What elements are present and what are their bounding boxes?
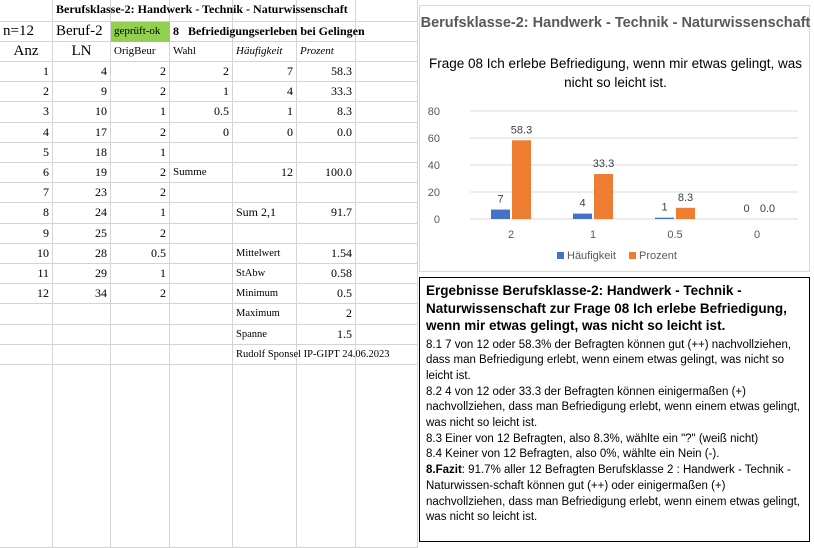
row-anz[interactable]: 1 xyxy=(43,64,49,78)
sum21-label[interactable]: Sum 2,1 xyxy=(236,205,277,220)
stat-label[interactable]: Mittelwert xyxy=(236,247,281,259)
chart-title: Berufsklasse-2: Handwerk - Technik - Naturwissenschaft xyxy=(420,15,811,31)
row-origbeur[interactable]: 2 xyxy=(160,185,166,200)
stat-label[interactable]: Spanne xyxy=(236,328,267,340)
bar-prozent xyxy=(512,140,531,219)
sheet-cell[interactable] xyxy=(0,345,53,365)
row-origbeur[interactable]: 2 xyxy=(160,225,166,240)
row-anz[interactable]: 8 xyxy=(43,205,49,220)
result-8-2: 8.2 4 von 12 oder 33.3 der Befragten können einigermaßen (+) nachvollziehen, dass man Befriedigung erlebt, wenn einem etwas gelingt, was nicht so leicht ist. xyxy=(426,385,800,430)
sheet-cell[interactable] xyxy=(111,345,170,365)
chart-subtitle: Frage 08 Ich erlebe Befriedigung, wenn mir etwas gelingt, was nicht so leicht ist. xyxy=(429,56,802,90)
stat-value[interactable]: 1.54 xyxy=(331,245,352,260)
x-category-label: 0 xyxy=(753,229,761,241)
sheet-cell[interactable] xyxy=(356,264,418,284)
stat-label[interactable]: StAbw xyxy=(236,268,266,279)
sheet-cell[interactable] xyxy=(111,304,170,324)
chart-area[interactable] xyxy=(419,5,810,272)
row-ln[interactable]: 4 xyxy=(101,64,107,78)
freq-wahl[interactable]: 0.5 xyxy=(214,104,229,119)
sheet-cell[interactable] xyxy=(356,244,418,264)
summe-haeufigkeit[interactable]: 12 xyxy=(281,165,293,179)
row-ln[interactable]: 9 xyxy=(101,84,107,99)
row-origbeur[interactable]: 0.5 xyxy=(151,245,166,260)
row-ln[interactable]: 18 xyxy=(95,144,107,159)
y-tick-label: 20 xyxy=(427,187,440,199)
row-origbeur[interactable]: 1 xyxy=(160,205,166,220)
freq-haeufigkeit[interactable]: 7 xyxy=(287,64,293,78)
summe-label[interactable]: Summe xyxy=(173,166,207,178)
sheet-cell[interactable] xyxy=(170,143,233,163)
sheet-cell[interactable] xyxy=(297,224,356,244)
row-origbeur[interactable]: 2 xyxy=(160,286,166,301)
sheet-cell[interactable] xyxy=(356,143,418,163)
freq-haeufigkeit[interactable]: 1 xyxy=(287,104,293,119)
freq-wahl[interactable]: 0 xyxy=(223,124,229,139)
sheet-cell[interactable] xyxy=(356,123,418,143)
stat-value[interactable]: 1.5 xyxy=(337,326,352,341)
sheet-cell[interactable] xyxy=(111,365,170,548)
row-anz[interactable]: 9 xyxy=(43,225,49,240)
geprueft-badge[interactable]: geprüft-ok xyxy=(111,22,170,42)
row-ln[interactable]: 17 xyxy=(95,124,107,139)
sheet-cell[interactable] xyxy=(170,203,233,223)
row-anz[interactable]: 7 xyxy=(43,185,49,200)
row-ln[interactable]: 23 xyxy=(95,185,107,200)
sheet-cell[interactable] xyxy=(297,365,356,548)
question-number[interactable]: 8 xyxy=(173,24,179,38)
header-anz[interactable]: Anz xyxy=(13,43,39,59)
sheet-cell[interactable] xyxy=(0,325,53,345)
row-ln[interactable]: 19 xyxy=(95,165,107,179)
result-8-1: 8.1 7 von 12 oder 58.3% der Befragten können gut (++) nachvollziehen, dass man Befriedigung erlebt, wenn einem etwas gelingt, was nicht so leicht ist. xyxy=(426,338,792,382)
sheet-cell[interactable] xyxy=(170,264,233,284)
data-label: 0 xyxy=(743,203,750,215)
row-origbeur[interactable]: 1 xyxy=(160,104,166,119)
row-origbeur[interactable]: 2 xyxy=(160,165,166,179)
x-category-label: 0.5 xyxy=(667,229,683,241)
row-anz[interactable]: 4 xyxy=(43,124,49,139)
sheet-cell[interactable] xyxy=(0,365,53,548)
row-origbeur[interactable]: 1 xyxy=(160,266,166,280)
stat-label[interactable]: Maximum xyxy=(236,308,280,320)
row-ln[interactable]: 29 xyxy=(95,266,107,280)
freq-prozent[interactable]: 33.3 xyxy=(331,84,352,99)
n-label[interactable]: n=12 xyxy=(3,23,34,39)
sheet-cell[interactable] xyxy=(356,163,418,183)
freq-haeufigkeit[interactable]: 4 xyxy=(287,84,293,99)
sheet-cell[interactable] xyxy=(0,0,53,22)
sum21-prozent[interactable]: 91.7 xyxy=(331,205,352,220)
bar-prozent xyxy=(594,174,613,219)
sheet-title[interactable]: Berufsklasse-2: Handwerk - Technik - Naturwissenschaft xyxy=(56,2,348,16)
sheet-cell[interactable] xyxy=(170,284,233,304)
row-anz[interactable]: 12 xyxy=(37,286,49,301)
sheet-cell[interactable] xyxy=(0,304,53,324)
result-fazit xyxy=(426,463,803,526)
fazit-text: : 91.7% aller 12 Befragten Berufsklasse 2 : Handwerk - Technik - Naturwissen-schaft können gut (++) oder einigermaßen (+) nachvollziehen, dass man Befriedigung erlebt, wenn einem etwas gelingt, was nicht so leicht ist. xyxy=(426,464,800,524)
legend-label: Prozent xyxy=(639,250,677,262)
data-label: 8.3 xyxy=(677,191,694,204)
summe-prozent[interactable]: 100.0 xyxy=(325,165,352,179)
y-tick-label: 0 xyxy=(433,214,440,226)
sheet-cell[interactable] xyxy=(170,244,233,264)
results-textbox[interactable] xyxy=(419,277,810,542)
row-ln[interactable]: 25 xyxy=(95,225,107,240)
sheet-cell[interactable] xyxy=(53,325,111,345)
bar-prozent xyxy=(676,208,695,219)
row-anz[interactable]: 3 xyxy=(43,104,49,119)
sheet-cell[interactable] xyxy=(297,143,356,163)
row-origbeur[interactable]: 2 xyxy=(160,124,166,139)
sheet-cell[interactable] xyxy=(53,304,111,324)
data-label: 58.3 xyxy=(510,124,533,137)
sheet-cell[interactable] xyxy=(170,325,233,345)
header-haeufigkeit[interactable]: Häufigkeit xyxy=(236,45,283,57)
freq-prozent[interactable]: 0.0 xyxy=(337,124,352,139)
result-8-4: 8.4 Keiner von 12 Befragten, also 0%, wählte ein Nein (-). xyxy=(426,448,720,461)
data-label: 0.0 xyxy=(759,203,776,215)
freq-haeufigkeit[interactable]: 0 xyxy=(287,124,293,139)
sheet-cell[interactable] xyxy=(297,183,356,203)
sheet-cell[interactable] xyxy=(356,304,418,324)
sheet-cell[interactable] xyxy=(233,224,297,244)
sheet-cell[interactable] xyxy=(170,345,233,365)
sheet-cell[interactable] xyxy=(170,365,233,548)
row-anz[interactable]: 2 xyxy=(43,84,49,99)
stat-value[interactable]: 2 xyxy=(346,306,352,321)
sheet-cell[interactable] xyxy=(233,183,297,203)
result-8-3: 8.3 Einer von 12 Befragten, also 8.3%, wählte ein "?" (weiß nicht) xyxy=(426,432,759,445)
sheet-cell[interactable] xyxy=(356,62,418,82)
sheet-cell[interactable] xyxy=(356,183,418,203)
stat-label[interactable]: Minimum xyxy=(236,288,279,300)
author-note[interactable]: Rudolf Sponsel IP-GIPT 24.06.2023 xyxy=(236,348,390,360)
row-ln[interactable]: 24 xyxy=(95,205,107,220)
freq-wahl[interactable]: 1 xyxy=(223,84,229,99)
sheet-cell[interactable] xyxy=(356,284,418,304)
x-category-label: 2 xyxy=(507,229,515,241)
sheet-cell[interactable] xyxy=(170,224,233,244)
header-wahl[interactable]: Wahl xyxy=(173,45,196,57)
stat-value[interactable]: 0.5 xyxy=(337,286,352,301)
sheet-cell[interactable] xyxy=(170,304,233,324)
fazit-label: 8.Fazit xyxy=(426,464,462,477)
legend-swatch xyxy=(557,252,564,259)
sheet-cell[interactable] xyxy=(233,143,297,163)
data-label: 33.3 xyxy=(592,158,615,171)
data-label: 7 xyxy=(497,193,504,206)
data-label: 1 xyxy=(661,201,668,214)
row-ln[interactable]: 10 xyxy=(95,104,107,119)
legend-swatch xyxy=(629,252,636,259)
row-ln[interactable]: 34 xyxy=(95,286,107,301)
sheet-cell[interactable] xyxy=(111,325,170,345)
freq-prozent[interactable]: 8.3 xyxy=(337,104,352,119)
row-anz[interactable]: 6 xyxy=(43,165,49,179)
results-heading: Ergebnisse Berufsklasse-2: Handwerk - Technik - Naturwissenschaft zur Frage 08 Ich erlebe Befriedigung, wenn mir etwas gelingt, was nicht so leicht ist. xyxy=(426,283,787,333)
x-category-label: 1 xyxy=(589,229,597,241)
sheet-cell[interactable] xyxy=(233,365,297,548)
sheet-cell[interactable] xyxy=(356,42,418,62)
row-anz[interactable]: 10 xyxy=(37,245,49,260)
row-origbeur[interactable]: 2 xyxy=(160,84,166,99)
bar-chart xyxy=(420,6,811,273)
sheet-cell[interactable] xyxy=(356,82,418,102)
row-origbeur[interactable]: 2 xyxy=(160,64,166,78)
row-anz[interactable]: 5 xyxy=(43,144,49,159)
y-tick-label: 60 xyxy=(427,133,440,145)
bar-haeufigkeit xyxy=(573,214,592,219)
sheet-cell[interactable] xyxy=(170,183,233,203)
sheet-cell[interactable] xyxy=(356,365,418,548)
question-title[interactable]: Befriedigungserleben bei Gelingen xyxy=(188,24,365,38)
row-anz[interactable]: 11 xyxy=(37,266,49,280)
row-origbeur[interactable]: 1 xyxy=(160,144,166,159)
freq-wahl[interactable]: 2 xyxy=(223,64,229,78)
header-origbeur[interactable]: OrigBeur xyxy=(114,45,156,57)
sheet-cell[interactable] xyxy=(53,345,111,365)
beruf-label[interactable]: Beruf-2 xyxy=(56,23,103,39)
sheet-cell[interactable] xyxy=(356,102,418,122)
freq-prozent[interactable]: 58.3 xyxy=(331,64,352,78)
sheet-cell[interactable] xyxy=(356,203,418,223)
sheet-cell[interactable] xyxy=(53,365,111,548)
header-ln[interactable]: LN xyxy=(71,43,92,59)
bar-haeufigkeit xyxy=(491,210,510,219)
y-tick-label: 40 xyxy=(427,160,440,172)
sheet-cell[interactable] xyxy=(356,325,418,345)
data-label: 4 xyxy=(579,197,586,210)
y-tick-label: 80 xyxy=(427,106,440,118)
sheet-cell[interactable] xyxy=(356,224,418,244)
stat-value[interactable]: 0.58 xyxy=(331,266,352,280)
bar-haeufigkeit xyxy=(655,218,674,219)
row-ln[interactable]: 28 xyxy=(95,245,107,260)
legend-label: Häufigkeit xyxy=(567,250,616,262)
header-prozent[interactable]: Prozent xyxy=(300,45,334,57)
